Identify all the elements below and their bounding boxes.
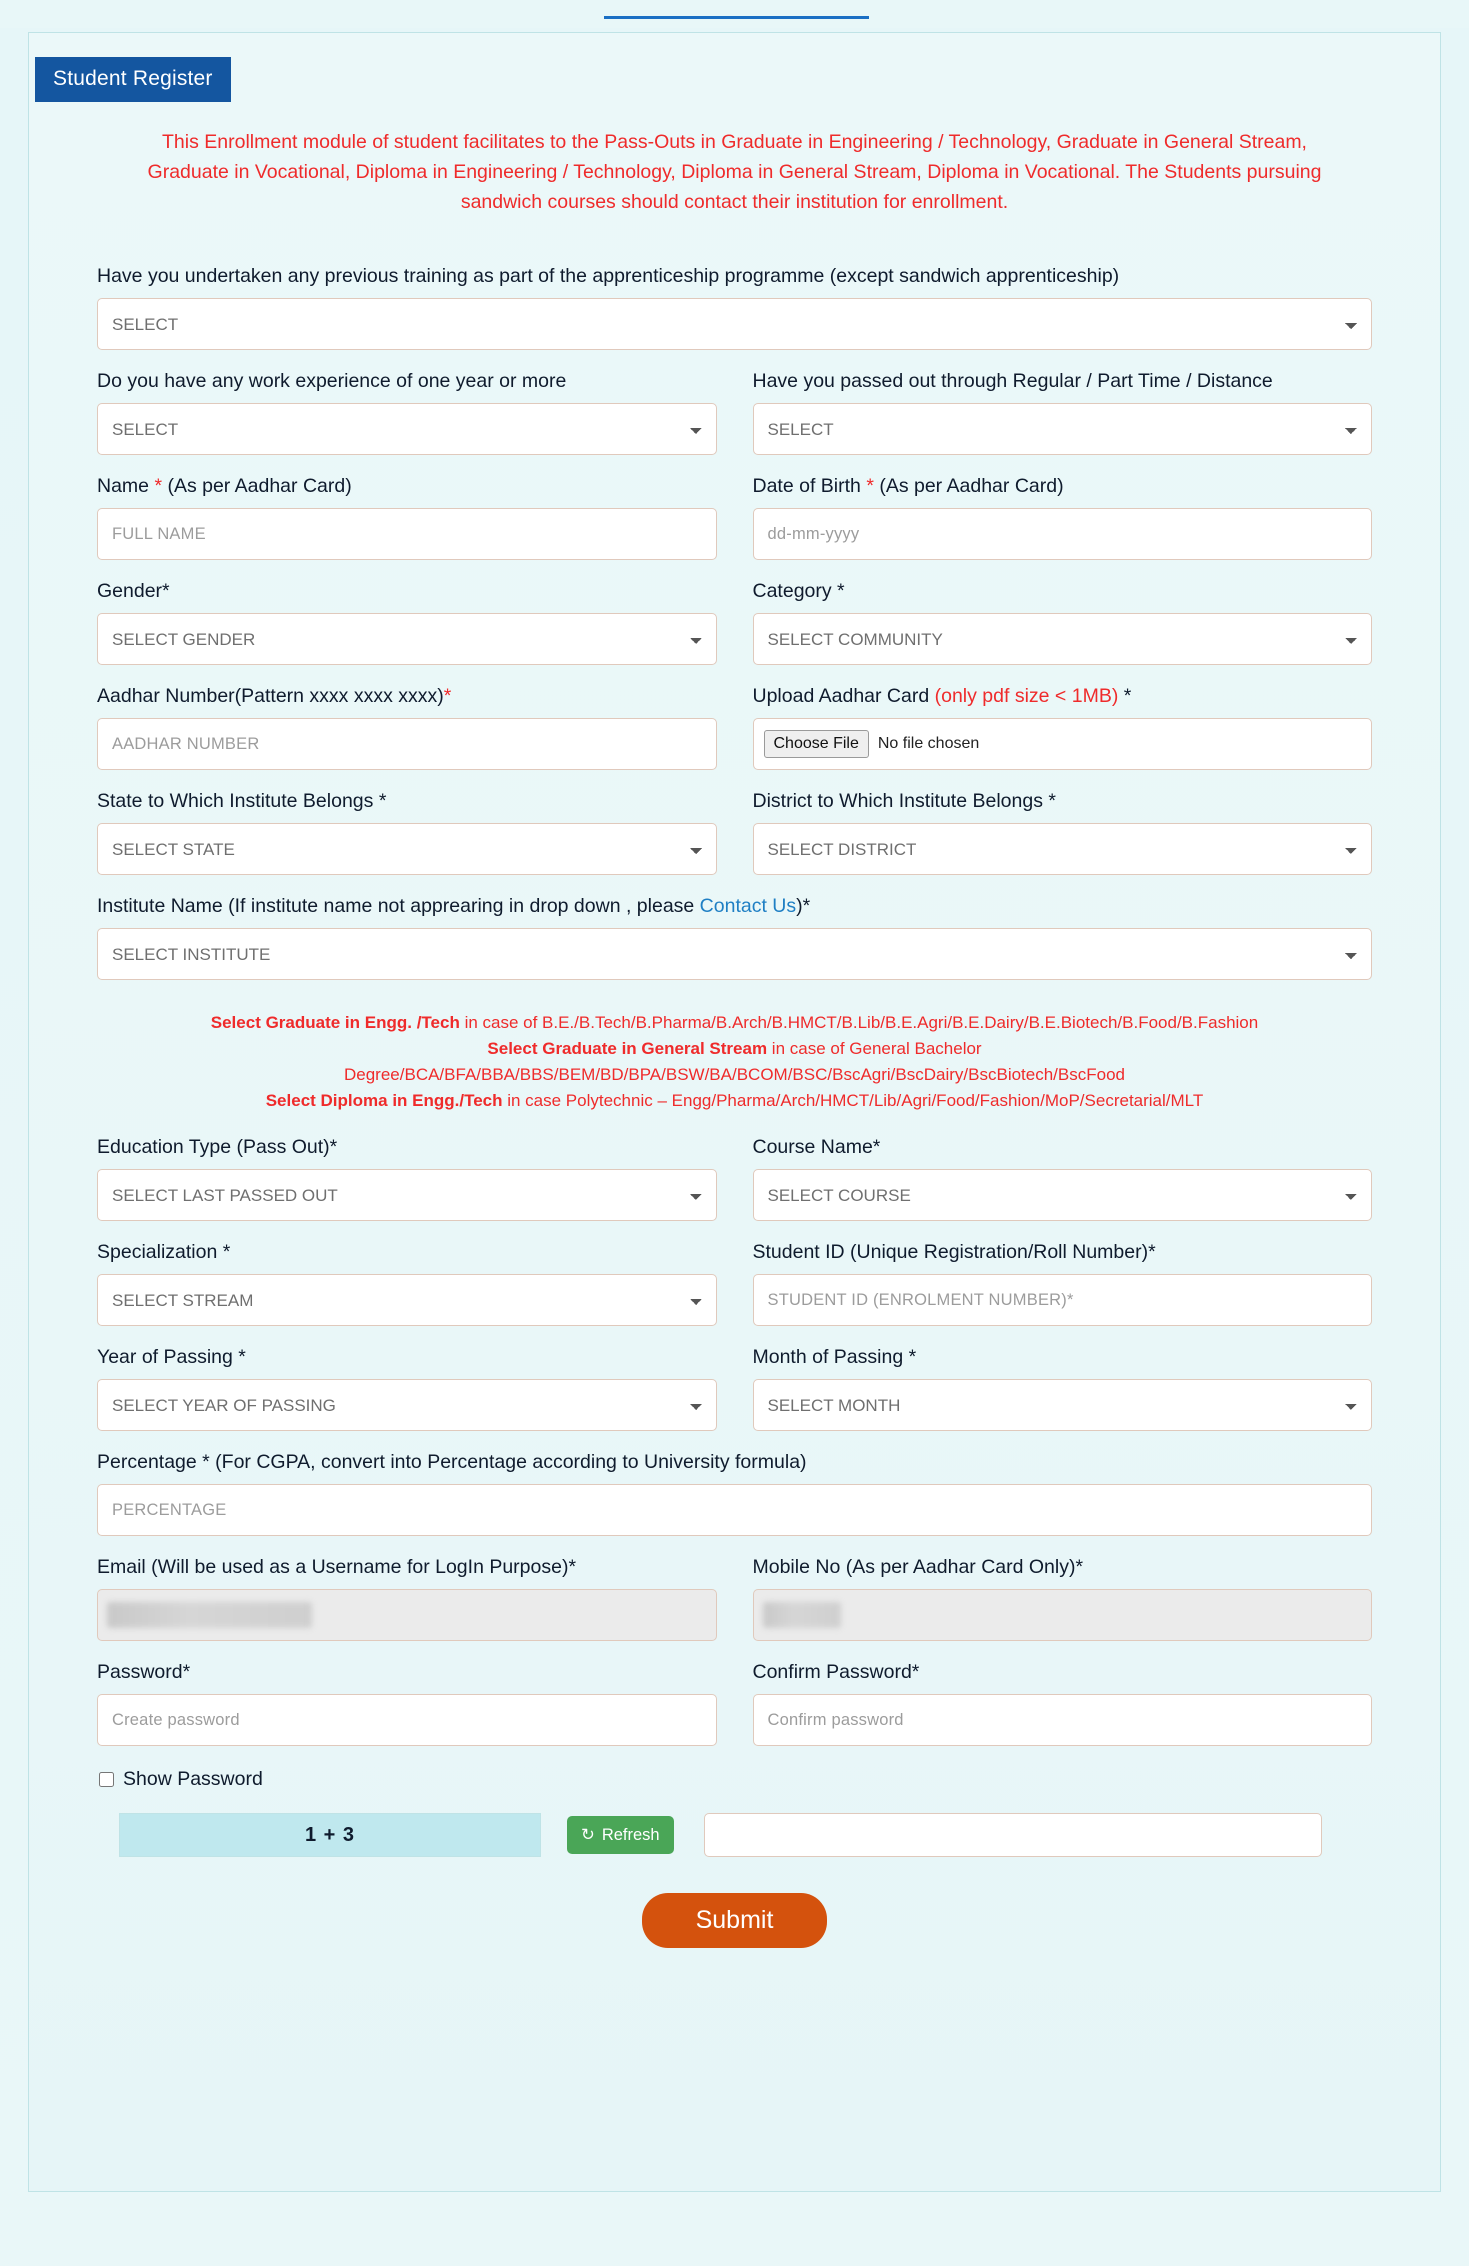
row-institute xyxy=(97,875,1372,980)
row-aadhar xyxy=(97,665,1372,770)
month-of-passing-select[interactable] xyxy=(753,1379,1373,1431)
password-label: Password* xyxy=(97,1661,191,1683)
student-register-form xyxy=(97,217,1372,1948)
mobile-input-wrapper xyxy=(753,1589,1373,1641)
education-type-label: Education Type (Pass Out)* xyxy=(97,1136,338,1158)
specialization-label: Specialization * xyxy=(97,1241,231,1263)
percentage-input[interactable] xyxy=(97,1484,1372,1536)
show-password-row[interactable] xyxy=(99,1768,1372,1791)
mobile-redaction xyxy=(763,1602,841,1628)
field-passed-mode xyxy=(753,350,1373,455)
field-percentage xyxy=(97,1431,1372,1536)
field-confirm-password xyxy=(753,1641,1373,1746)
choose-file-button[interactable]: Choose File xyxy=(764,730,869,758)
row-education-course xyxy=(97,1116,1372,1221)
dob-label-required: * xyxy=(866,475,874,497)
name-label xyxy=(97,472,717,500)
row-percentage xyxy=(97,1431,1372,1536)
student-id-input[interactable] xyxy=(753,1274,1373,1326)
row-gender-category xyxy=(97,560,1372,665)
hint-line-2-bold: Select Graduate in General Stream xyxy=(487,1039,768,1058)
field-mobile xyxy=(753,1536,1373,1641)
show-password-checkbox[interactable] xyxy=(99,1772,114,1787)
category-label: Category * xyxy=(752,580,845,602)
institute-select[interactable] xyxy=(97,928,1372,980)
row-prev-training xyxy=(97,245,1372,350)
refresh-label: Refresh xyxy=(601,1825,660,1844)
dob-label-main: Date of Birth xyxy=(752,475,867,497)
mobile-label: Mobile No (As per Aadhar Card Only)* xyxy=(752,1556,1084,1578)
institute-label-b: )* xyxy=(796,895,811,917)
field-month-of-passing xyxy=(753,1326,1373,1431)
field-category xyxy=(753,560,1373,665)
email-label: Email (Will be used as a Username for LogIn Purpose)* xyxy=(97,1556,577,1578)
field-aadhar-upload xyxy=(753,665,1373,770)
field-gender xyxy=(97,560,717,665)
row-email-mobile xyxy=(97,1536,1372,1641)
page-title: Student Register xyxy=(35,57,231,102)
field-name xyxy=(97,455,717,560)
aadhar-upload-label xyxy=(753,682,1373,710)
state-label: State to Which Institute Belongs * xyxy=(97,790,387,812)
district-select[interactable] xyxy=(753,823,1373,875)
hint-line-3 xyxy=(97,1088,1372,1114)
field-institute xyxy=(97,875,1372,980)
captcha-refresh-button[interactable] xyxy=(567,1816,674,1854)
submit-row xyxy=(97,1893,1372,1948)
field-year-of-passing xyxy=(97,1326,717,1431)
aadhar-number-label-main: Aadhar Number(Pattern xxxx xxxx xxxx) xyxy=(97,685,444,707)
gender-select[interactable] xyxy=(97,613,717,665)
hint-line-1-rest: in case of B.E./B.Tech/B.Pharma/B.Arch/B.HMCT/B.Lib/B.E.Agri/B.E.Dairy/B.E.Biotech/B.Food/B.Fashion xyxy=(459,1013,1259,1032)
row-work-passed xyxy=(97,350,1372,455)
hint-line-3-rest: in case Polytechnic – Engg/Pharma/Arch/HMCT/Lib/Agri/Food/Fashion/MoP/Secretarial/MLT xyxy=(502,1091,1204,1110)
student-register-card xyxy=(28,32,1441,2192)
dob-label xyxy=(753,472,1373,500)
row-name-dob xyxy=(97,455,1372,560)
aadhar-number-label xyxy=(97,682,717,710)
institute-label-a: Institute Name (If institute name not apprearing in drop down , please xyxy=(97,895,700,917)
year-of-passing-label: Year of Passing * xyxy=(97,1346,246,1368)
contact-us-link[interactable]: Contact Us xyxy=(699,895,797,917)
hint-line-1-bold: Select Graduate in Engg. /Tech xyxy=(210,1013,460,1032)
gender-label: Gender* xyxy=(97,580,170,602)
course-name-select[interactable] xyxy=(753,1169,1373,1221)
row-state-district xyxy=(97,770,1372,875)
field-state xyxy=(97,770,717,875)
show-password-label: Show Password xyxy=(123,1768,263,1790)
captcha-input[interactable] xyxy=(704,1813,1322,1857)
student-id-label: Student ID (Unique Registration/Roll Number)* xyxy=(752,1241,1156,1263)
email-redaction xyxy=(107,1602,312,1628)
hint-line-2 xyxy=(97,1036,1372,1088)
captcha-question: 1 + 3 xyxy=(119,1813,541,1857)
district-label: District to Which Institute Belongs * xyxy=(752,790,1056,812)
aadhar-number-input[interactable] xyxy=(97,718,717,770)
mobile-input[interactable] xyxy=(753,1589,1373,1641)
top-strip xyxy=(0,0,1469,28)
name-label-rest: (As per Aadhar Card) xyxy=(162,475,352,497)
hint-line-2-rest: in case of General Bachelor Degree/BCA/BFA/BBA/BBS/BEM/BD/BPA/BSW/BA/BCOM/BSC/BscAgri/BscDairy/BscBiotech/BscFood xyxy=(344,1039,1125,1084)
work-experience-label: Do you have any work experience of one year or more xyxy=(97,370,567,392)
row-specialization-studentid xyxy=(97,1221,1372,1326)
email-input-wrapper xyxy=(97,1589,717,1641)
institute-label xyxy=(97,892,1372,920)
field-course-name xyxy=(753,1116,1373,1221)
enrollment-notice: This Enrollment module of student facilitates to the Pass-Outs in Graduate in Engineering / Technology, Graduate in General Stream, Graduate in Vocational, Diploma in Engineering / Technology, Diploma in General Stream, Diploma in Vocational. The Students pursuing sandwich courses should contact their institution for enrollment. xyxy=(147,131,1322,213)
prev-training-select[interactable] xyxy=(97,298,1372,350)
passed-mode-select[interactable] xyxy=(753,403,1373,455)
aadhar-upload-label-main: Upload Aadhar Card xyxy=(752,685,935,707)
category-select[interactable] xyxy=(753,613,1373,665)
confirm-password-input[interactable] xyxy=(753,1694,1373,1746)
submit-button[interactable]: Submit xyxy=(642,1893,828,1948)
field-password xyxy=(97,1641,717,1746)
aadhar-file-input[interactable] xyxy=(753,718,1373,770)
field-email xyxy=(97,1536,717,1641)
aadhar-upload-label-note: (only pdf size < 1MB) xyxy=(934,685,1119,707)
field-education-type xyxy=(97,1116,717,1221)
row-passwords xyxy=(97,1641,1372,1746)
course-name-label: Course Name* xyxy=(752,1136,881,1158)
field-student-id xyxy=(753,1221,1373,1326)
top-accent-bar xyxy=(604,16,869,19)
field-aadhar-number xyxy=(97,665,717,770)
aadhar-number-label-required: * xyxy=(443,685,452,707)
name-label-main: Name xyxy=(97,475,155,497)
field-prev-training xyxy=(97,245,1372,350)
hint-line-3-bold: Select Diploma in Engg./Tech xyxy=(265,1091,503,1110)
file-status-text: No file chosen xyxy=(877,735,980,752)
state-select[interactable] xyxy=(97,823,717,875)
month-of-passing-label: Month of Passing * xyxy=(752,1346,917,1368)
year-of-passing-select[interactable] xyxy=(97,1379,717,1431)
dob-label-rest: (As per Aadhar Card) xyxy=(873,475,1064,497)
dob-input[interactable] xyxy=(753,508,1373,560)
password-input[interactable] xyxy=(97,1694,717,1746)
field-work-experience xyxy=(97,350,717,455)
confirm-password-label: Confirm Password* xyxy=(752,1661,920,1683)
prev-training-label: Have you undertaken any previous training as part of the apprenticeship programme (except sandwich apprenticeship) xyxy=(97,265,1120,287)
specialization-select[interactable] xyxy=(97,1274,717,1326)
field-specialization xyxy=(97,1221,717,1326)
course-selection-hints xyxy=(97,1010,1372,1114)
name-input[interactable] xyxy=(97,508,717,560)
percentage-label: Percentage * (For CGPA, convert into Percentage according to University formula) xyxy=(97,1451,807,1473)
refresh-icon: ↻ xyxy=(581,1826,595,1844)
hint-line-1 xyxy=(97,1010,1372,1036)
work-experience-select[interactable] xyxy=(97,403,717,455)
field-district xyxy=(753,770,1373,875)
field-dob xyxy=(753,455,1373,560)
education-type-select[interactable] xyxy=(97,1169,717,1221)
name-label-required: * xyxy=(154,475,163,497)
captcha-row xyxy=(97,1813,1372,1857)
passed-mode-label: Have you passed out through Regular / Part Time / Distance xyxy=(752,370,1273,392)
row-year-month xyxy=(97,1326,1372,1431)
aadhar-upload-label-rest: * xyxy=(1118,685,1132,707)
